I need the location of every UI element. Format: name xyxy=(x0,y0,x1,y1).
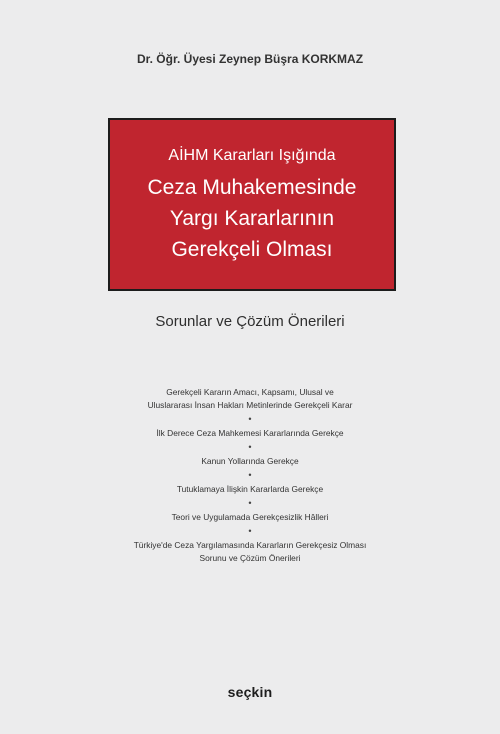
title-line-1: Ceza Muhakemesinde xyxy=(147,176,357,199)
topic-item xyxy=(0,427,500,440)
topic-line: Tutuklamaya İlişkin Kararlarda Gerekçe xyxy=(176,484,324,494)
title-line-3: Gerekçeli Olması xyxy=(171,238,333,261)
bullet-separator: • xyxy=(248,414,252,424)
title-subtitle: AİHM Kararları Işığında xyxy=(168,147,336,164)
title-line-2: Yargı Kararlarının xyxy=(169,207,335,230)
topic-item xyxy=(0,386,500,412)
bullet-separator: • xyxy=(248,526,252,536)
topic-item xyxy=(0,483,500,496)
book-tagline: Sorunlar ve Çözüm Önerileri xyxy=(155,313,345,330)
topic-list xyxy=(0,386,500,565)
topic-line: Kanun Yollarında Gerekçe xyxy=(201,456,299,466)
topic-line: Teori ve Uygulamada Gerekçesizlik Hâlleri xyxy=(171,512,329,522)
topic-line: İlk Derece Ceza Mahkemesi Kararlarında Gerekçe xyxy=(156,428,344,438)
topic-line: Sorunu ve Çözüm Önerileri xyxy=(199,553,301,563)
bullet-separator: • xyxy=(248,498,252,508)
title-box xyxy=(108,118,396,291)
topic-line: Türkiye'de Ceza Yargılamasında Kararların Gerekçesiz Olması xyxy=(133,540,367,550)
topic-item xyxy=(0,539,500,565)
book-title xyxy=(110,172,394,265)
author-name: Dr. Öğr. Üyesi Zeynep Büşra KORKMAZ xyxy=(136,52,364,66)
bullet-separator: • xyxy=(248,470,252,480)
topic-line: Uluslararası İnsan Hakları Metinlerinde Gerekçeli Karar xyxy=(147,400,353,410)
bullet-separator: • xyxy=(248,442,252,452)
topic-line: Gerekçeli Kararın Amacı, Kapsamı, Ulusal ve xyxy=(166,387,334,397)
topic-item xyxy=(0,511,500,524)
publisher-logo: seçkin xyxy=(227,684,273,700)
topic-item xyxy=(0,455,500,468)
